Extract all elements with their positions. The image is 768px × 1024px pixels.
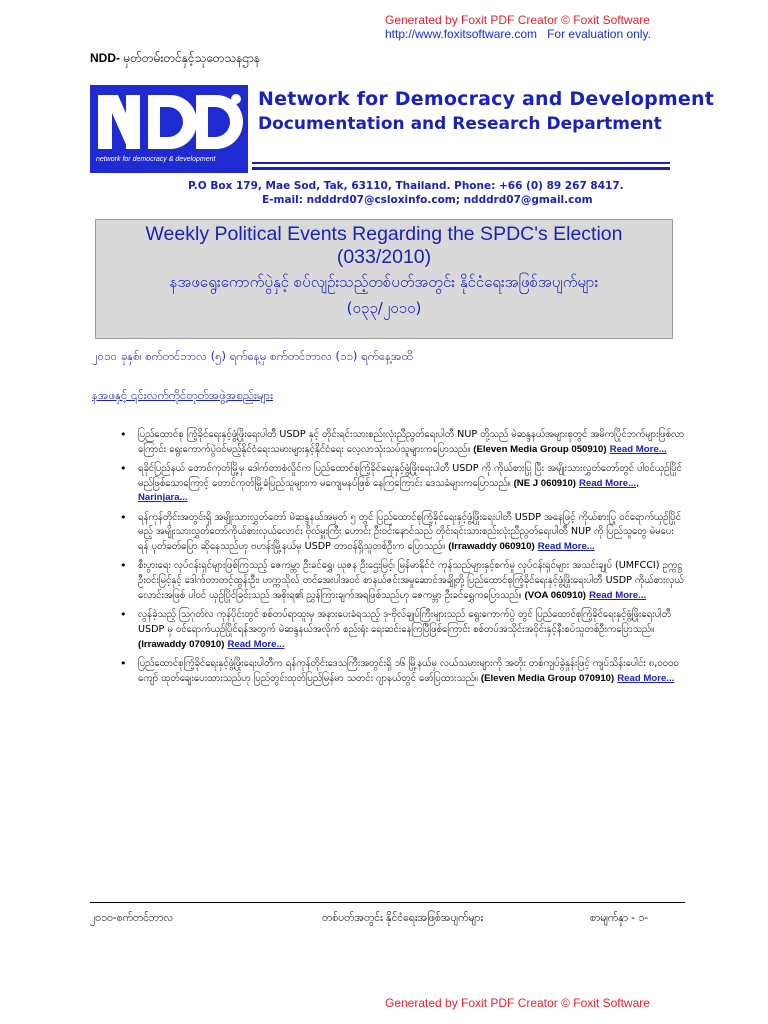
logo-caption: network for democracy & development	[96, 156, 216, 163]
title-box	[95, 219, 673, 339]
title-en: Weekly Political Events Regarding the SPDC's Election	[145, 223, 623, 245]
read-more-link[interactable]: Read More...	[579, 477, 637, 489]
org-department: Documentation and Research Department	[258, 114, 662, 134]
header-rule-thin	[252, 162, 670, 164]
news-source: (Eleven Media Group 050910)	[473, 443, 607, 455]
section-heading: နအဖနှင့် ၎င်းလက်ကိုင်တုတ်အဖွဲ့အစည်းများ	[92, 388, 274, 402]
news-text: ရန်ကုန်တိုင်းအတွင်းရှိ အမျိုးသားလွှတ်တော် မဲဆန္ဒနယ်အမှတ် ၅ တွင် ပြည်ထောင်စုကြံ့ခိုင်ရေးနှင့်ဖွံ့ဖြိုးရေးပါတီ USDP အနေဖြင့် ကိုယ်စားပြု ဝင်ရောက်ယှဉ်ပြိုင်မည့် အမျိုးသားလွှတ်တော်ကိုယ်စားလှယ်လောင်း ဗိုလ်မှူးကြီး ဟောင်း ဦးဝင်းနောင်သည် တိုင်းရင်းသားစည်းလုံးညီညွတ်ရေးပါတီ NUP ကို ပြည်သူတွေ မဲမပေးရန် ပုတ်ခတ်ပြော ဆိုနေသည်ဟု ဗဟန်းမြို့နယ်မှ USDP တာဝန်ရှိသူတစ်ဦးက ပြောသည်။	[138, 511, 681, 553]
ndd-header-note	[90, 50, 260, 68]
read-more-link[interactable]: Read More...	[537, 541, 595, 553]
news-source: (Irrawaddy 070910)	[138, 638, 225, 650]
bullet-icon: •	[120, 428, 127, 441]
news-text: ပြည်ထောင်စု ကြံ့ခိုင်ရေးနှင့်ဖွံ့ဖြိုးရေးပါတီ USDP နှင့် တိုင်းရင်းသားစည်းလုံးညီညွတ်ရေးပါတီ NUP တို့သည် မဲဆန္ဒနယ်အများစုတွင် အမိကပြိုင်ဘက်များဖြစ်လာကြောင်း ရွေးကောက်ပွဲဝင်မည့်နိုင်ငံရေးသမားများနှင့်နိုင်ငံရေး လေ့လာသုံးသပ်သူများကပြောသည်။	[138, 429, 684, 455]
date-range: ၂၀၁၀ ခုနှစ်၊ စက်တင်ဘာလ (၅) ရက်နေ့မှ စက်တင်ဘာလ (၁၁) ရက်နေ့အထိ	[92, 349, 413, 363]
email: E-mail: ndddrd07@csloxinfo.com; ndddrd07@gmail.com	[262, 194, 593, 206]
news-text: ရခိုင်ပြည်နယ် တောင်ကုတ်မြို့မှ ဒေါက်တာစံလှိုင်က ပြည်ထောင်စုကြံ့ခိုင်ရေးနှင့်ဖွံ့ဖြိုးရေးပါတီ USDP ကို ကိုယ်စားပြု ပြီး အမျိုးသားလွှတ်တော်တွင် ပါဝင်ယှဉ်ပြိုင်မည်ဖြစ်သောကြောင့် တောင်ကုတ်မြို့ခံပြည်သူများက မကျေမနပ်ဖြစ် နေကြကြောင်း ဒေသခံများကပြောသည်။	[138, 463, 682, 489]
address: P.O Box 179, Mae Sod, Tak, 63110, Thailand. Phone: +66 (0) 89 267 8417.	[188, 180, 624, 192]
page-number: စာမျက်နှာ - ၁-	[590, 912, 649, 924]
watermark-eval: For evaluation only.	[547, 27, 651, 41]
list-item	[118, 657, 684, 686]
list-item	[118, 559, 684, 603]
footer-rule	[90, 902, 685, 903]
news-text: လွန်ခဲ့သည့် သြဂုတ်လ ကုန်ပိုင်းတွင် စစ်တပ်ရာထူးမှ အနားပေးခံရသည့် ဒု-ဗိုလ်ချုပ်ကြီးများသည် ရွေးကောက်ပွဲ တွင် ပြည်ထောင်စုကြံ့ခိုင်ရေးနှင့်ဖွံ့ဖြိုးရေးပါတီ USDP မှ ဝင်ရောက်ယှဉ်ပြိုင်ရန်အတွက် မဲဆန္ဒနယ်အလိုက် စည်းရုံး ရေးဆင်းနေကြပြီဖြစ်ကြောင်း စစ်တပ်အသိုင်းအဝိုင်းနှင့်နီးစပ်သူတစ်ဦးကပြောသည်။	[138, 609, 671, 635]
watermark-url[interactable]: http://www.foxitsoftware.com	[385, 27, 538, 41]
title-en-number: (033/2010)	[336, 246, 432, 268]
org-name: Network for Democracy and Development	[258, 88, 714, 110]
news-list	[118, 428, 684, 691]
list-item	[118, 428, 684, 457]
news-source: (NE J 060910)	[513, 477, 576, 489]
list-item	[118, 511, 684, 555]
ndd-logo	[90, 85, 248, 173]
news-source: (VOA 060910)	[524, 589, 587, 601]
watermark-top	[385, 13, 651, 41]
bullet-icon: •	[120, 656, 127, 670]
news-text: စီးပွားရေး လုပ်ငန်းရှင်များဖြစ်ကြသည့် ဇေကမ္ဘာ ဦးခင်ရွှေ၊ ယုဇန ဦးဌေးမြင့်၊ မြန်မာနိုင်ငံ ကုန်သည်များနှင့်စက်မှု လုပ်ငန်းရှင်များ အသင်းချုပ် (UMFCCI) ဥက္ကဋ္ဌ ဦးဝင်းမြင့်နှင့် ဒေါက်တာတင့်ထွန်းဦး၊ ဟက္ကသိုလ် တင်အေးပါအဝင် စာနယ်ဇင်းအမှုဆောင်အချို့တို့ ပြည်ထောင်စုကြံ့ခိုင်ရေးနှင့်ဖွံ့ဖြိုးရေးပါတီ USDP ကိုယ်စားလှယ်လောင်းအဖြစ် ပါဝင် ယှဉ်ပြိုင်ခြင်းသည် အစိုးရ၏ ညွှန်ကြားချက်အရဖြစ်သည်ဟု ဇေကမ္ဘာ ဦးခင်ရွှေကပြောသည်။	[138, 560, 684, 601]
ndd-prefix: NDD-	[90, 51, 120, 65]
bullet-icon: •	[120, 510, 127, 524]
list-item	[118, 608, 684, 652]
footer-title: တစ်ပတ်အတွင်း နိုင်ငံရေးအဖြစ်အပျက်များ	[322, 912, 484, 924]
watermark-line: Generated by Foxit PDF Creator © Foxit Software	[385, 996, 650, 1010]
read-more-link[interactable]: Read More...	[617, 672, 675, 684]
title-my: နအဖရွေးကောက်ပွဲနှင့် စပ်လျဉ်းသည့်တစ်ပတ်အတွင်း နိုင်ငံရေးအဖြစ်အပျက်များ	[169, 273, 599, 291]
header-rule-thick	[252, 167, 670, 170]
news-text: ပြည်ထောင်စုကြံ့ခိုင်ရေးနှင့်ဖွံ့ဖြိုးရေးပါတီက ရန်ကုန်တိုင်းဒေသကြီးအတွင်းရှိ ၁၆ မြို့နယ်မှ လယ်သမားများကို အတိုး တစ်ကျပ်ခွဲနှုန်းဖြင့် ကျပ်သိန်းပေါင်း ၈,၀၀၀၀ ကျော် ထုတ်ချေးပေးထားသည်ဟု ပြည်တွင်းထုတ်ပြည်မြန်မာ သတင်း ဂျာနယ်တွင် ဖော်ပြထားသည်။	[138, 657, 679, 684]
ndd-department: မှတ်တမ်းတင်နှင့်သုတေသနဌာန	[123, 51, 261, 65]
watermark-bottom	[385, 996, 650, 1010]
footer-date: ၂၀၁၀-စက်တင်ဘာလ	[90, 912, 174, 924]
list-item: • ရခိုင်ပြည်နယ် တောင်ကုတ်မြို့မှ ဒေါက်တာစံလှိုင်က ပြည်ထောင်စုကြံ့ခိုင်ရေးနှင့်ဖွံ့ဖြိုးရေးပါတီ USDP ကို ကိုယ်စားပြု ပြီး အမျိုးသားလွှတ်တော်တွင် ပါဝင်ယှဉ်ပြိုင်မည်ဖြစ်သောကြောင့် တောင်ကုတ်မြို့ခံပြည်သူများက မကျေမနပ်ဖြစ် နေကြကြောင်း ဒေသခံများကပြောသည်။ (NE J 060910) Read More..., Narinjara...	[120, 462, 682, 504]
read-more-link[interactable]: Read More...	[609, 443, 667, 455]
bullet-icon: •	[120, 462, 127, 475]
read-more-link[interactable]: Read More...	[227, 638, 285, 650]
bullet-icon: •	[120, 608, 127, 622]
title-my-number: (၀၃၃/၂၀၁၀)	[346, 299, 422, 317]
news-source: (Eleven Media Group 070910)	[480, 672, 615, 684]
read-more-link[interactable]: Read More...	[589, 589, 647, 601]
bullet-icon: •	[120, 559, 127, 573]
watermark-line: Generated by Foxit PDF Creator © Foxit Software	[385, 13, 650, 27]
news-source: (Irrawaddy 060910)	[448, 541, 535, 553]
narinjara-link[interactable]: Narinjara...	[138, 492, 188, 504]
